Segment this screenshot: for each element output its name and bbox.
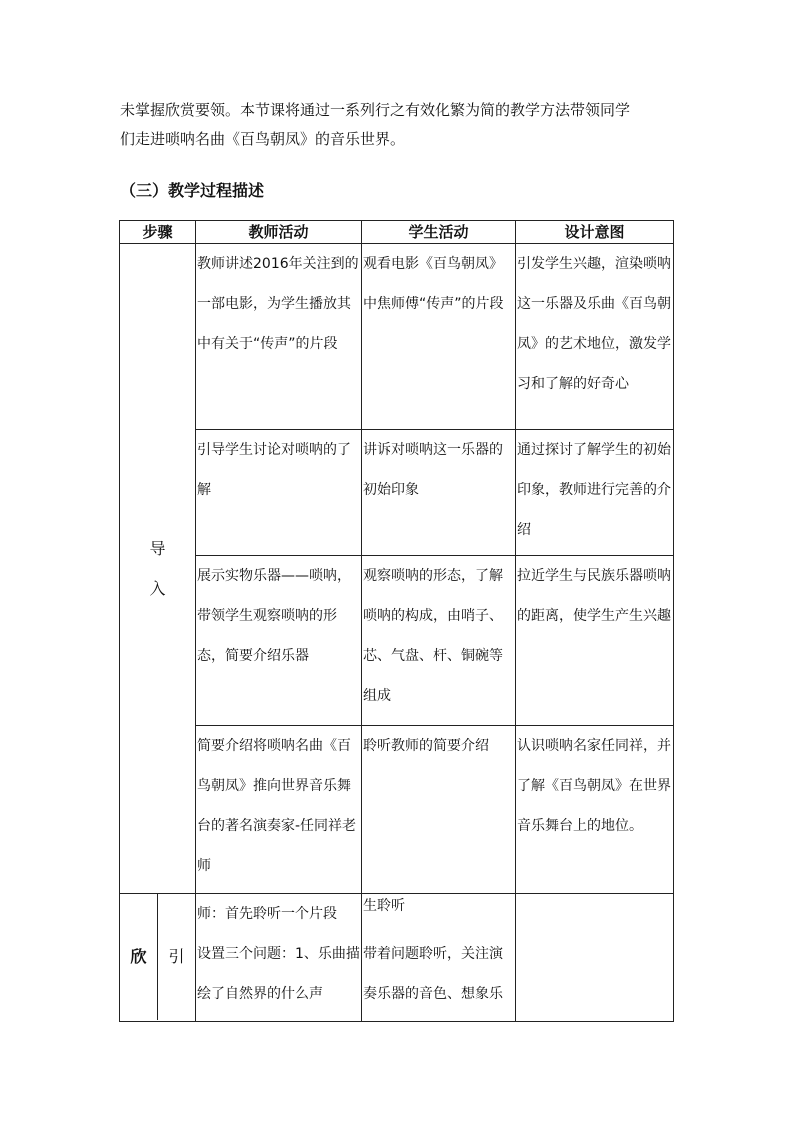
intro-paragraph (120, 96, 680, 154)
intro-line-1: 未掌握欣赏要领。本节课将通过一系列行之有效化繁为简的教学方法带领同学 (120, 101, 631, 119)
step-intro (120, 244, 196, 894)
step-appreciate-label: 欣 (130, 947, 147, 966)
section-heading: （三）教学过程描述 (120, 181, 265, 200)
table-row (120, 894, 674, 1022)
step-intro-char-1: 导 (149, 538, 166, 558)
table-row (120, 244, 674, 430)
header-intent: 设计意图 (516, 221, 674, 244)
header-student: 学生活动 (362, 221, 516, 244)
header-step: 步骤 (120, 221, 196, 244)
student-activity-line-a: 生聆听 (363, 898, 405, 914)
teacher-activity (196, 894, 362, 1022)
step-guide-label: 引 (168, 947, 185, 966)
design-intent: 拉近学生与民族乐器唢呐的距离，使学生产生兴趣 (516, 556, 674, 726)
step-intro-char-2: 入 (149, 578, 166, 598)
teacher-activity-line-a: 师：首先聆听一个片段 (197, 906, 337, 922)
student-activity: 讲诉对唢呐这一乐器的初始印象 (362, 430, 516, 556)
header-teacher: 教师活动 (196, 221, 362, 244)
student-activity: 聆听教师的简要介绍 (362, 726, 516, 894)
table-row (120, 726, 674, 894)
student-activity-line-b: 带着问题聆听，关注演奏乐器的音色、想象乐 (363, 946, 503, 1002)
teacher-activity-line-b: 设置三个问题：1、乐曲描绘了自然界的什么声 (197, 946, 360, 1002)
table-row (120, 430, 674, 556)
teacher-activity: 简要介绍将唢呐名曲《百鸟朝凤》推向世界音乐舞台的著名演奏家-任同祥老师 (196, 726, 362, 894)
teacher-activity: 展示实物乐器——唢呐，带领学生观察唢呐的形态，简要介绍乐器 (196, 556, 362, 726)
student-activity (362, 894, 516, 1022)
intro-line-2: 们走进唢呐名曲《百鸟朝凤》的音乐世界。 (120, 130, 406, 148)
design-intent: 引发学生兴趣，渲染唢呐这一乐器及乐曲《百鸟朝凤》的艺术地位，激发学习和了解的好奇心 (516, 244, 674, 430)
design-intent: 认识唢呐名家任同祥，并了解《百鸟朝凤》在世界音乐舞台上的地位。 (516, 726, 674, 894)
step-appreciate-cell (120, 894, 196, 1022)
step-guide (158, 894, 195, 1020)
teacher-activity: 教师讲述2016年关注到的一部电影，为学生播放其中有关于“传声”的片段 (196, 244, 362, 430)
design-intent: 通过探讨了解学生的初始印象，教师进行完善的介绍 (516, 430, 674, 556)
step-appreciate (120, 894, 158, 1020)
table-header-row (120, 221, 674, 244)
teacher-activity: 引导学生讨论对唢呐的了解 (196, 430, 362, 556)
design-intent (516, 894, 674, 1022)
student-activity: 观看电影《百鸟朝凤》中焦师傅“传声”的片段 (362, 244, 516, 430)
table-row (120, 556, 674, 726)
lesson-process-table (119, 220, 674, 1022)
student-activity: 观察唢呐的形态，了解唢呐的构成，由哨子、芯、气盘、杆、铜碗等组成 (362, 556, 516, 726)
